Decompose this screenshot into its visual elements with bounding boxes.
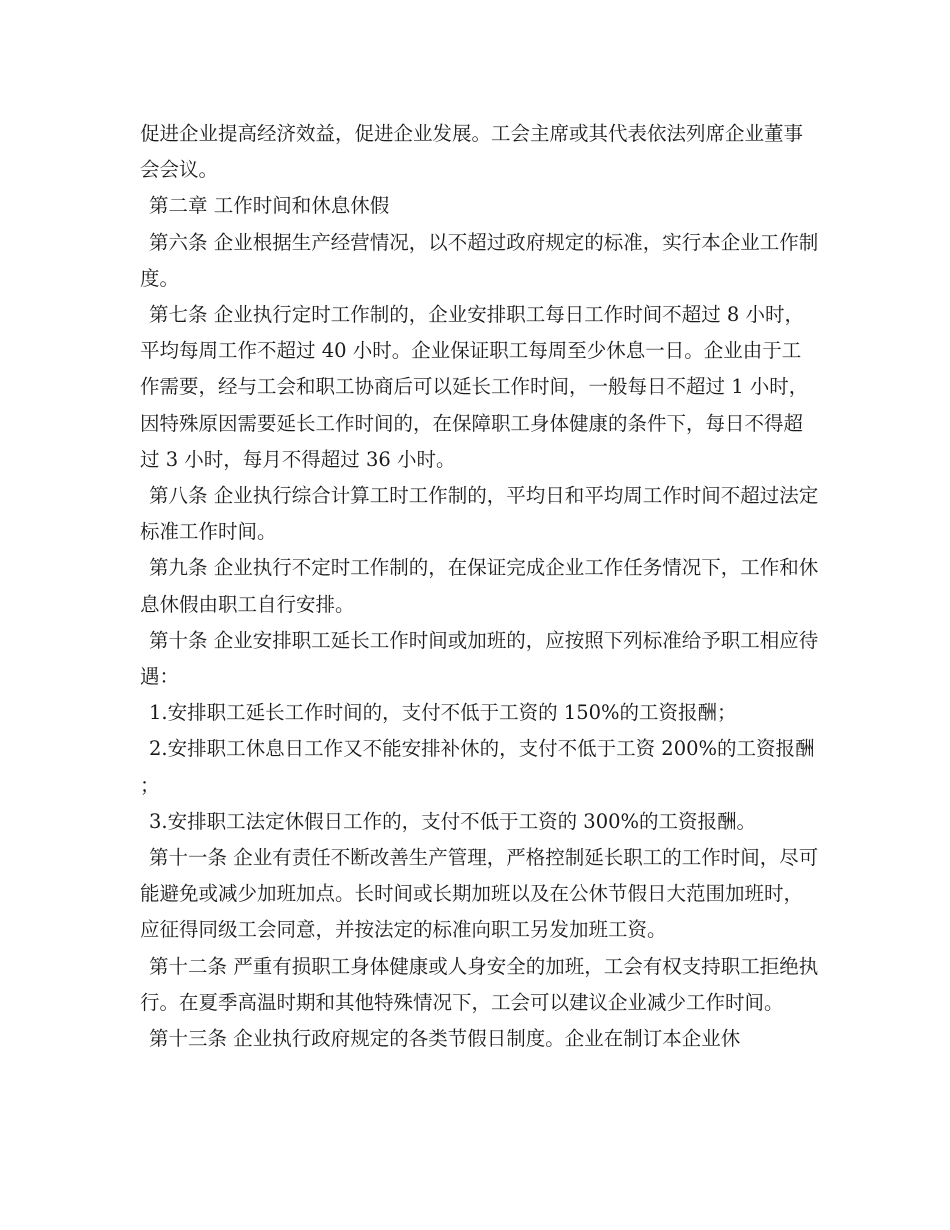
chapter-heading: 第二章 工作时间和休息休假 — [149, 194, 390, 218]
list-item-3: 3.安排职工法定休假日工作的，支付不低于工资的 300%的工资报酬。 — [149, 809, 757, 833]
article-13: 第十三条 企业执行政府规定的各类节假日制度。企业在制订本企业休 — [149, 1027, 741, 1051]
article-6: 第六条 企业根据生产经营情况，以不超过政府规定的标准，实行本企业工作制度。 — [140, 230, 819, 290]
article-10: 第十条 企业安排职工延长工作时间或加班的，应按照下列标准给予职工相应待遇： — [140, 628, 819, 689]
article-12: 第十二条 严重有损职工身体健康或人身安全的加班，工会有权支持职工拒绝执行。在夏季高温时期和其他特殊情况下，工会可以建议企业减少工作时间。 — [140, 954, 819, 1014]
article-8: 第八条 企业执行综合计算工时工作制的，平均日和平均周工作时间不超过法定标准工作时间。 — [140, 484, 819, 544]
paragraph-continuation: 促进企业提高经济效益，促进企业发展。工会主席或其代表依法列席企业董事会会议。 — [140, 122, 804, 182]
list-item-1: 1.安排职工延长工作时间的，支付不低于工资的 150%的工资报酬； — [149, 701, 737, 725]
article-7: 第七条 企业执行定时工作制的，企业安排职工每日工作时间不超过 8 小时，平均每周工作不超过 40 小时。企业保证职工每周至少休息一日。企业由于工作需要，经与工会和职工协商后可以延长工作时间，一般每日不超过 1 小时，因特殊原因需要延长工作时间的，在保障职工身体健康的条件下，每日不得超过 3 小时，每月不得超过 36 小时。 — [140, 303, 809, 471]
list-item-2: 2.安排职工休息日工作又不能安排补休的，支付不低于工资 200%的工资报酬； — [140, 737, 815, 797]
document-body — [140, 116, 820, 1057]
article-11: 第十一条 企业有责任不断改善生产管理，严格控制延长职工的工作时间，尽可能避免或减少加班加点。长时间或长期加班以及在公休节假日大范围加班时，应征得同级工会同意，并按法定的标准向职工另发加班工资。 — [140, 846, 819, 942]
article-9: 第九条 企业执行不定时工作制的，在保证完成企业工作任务情况下，工作和休息休假由职工自行安排。 — [140, 556, 819, 616]
